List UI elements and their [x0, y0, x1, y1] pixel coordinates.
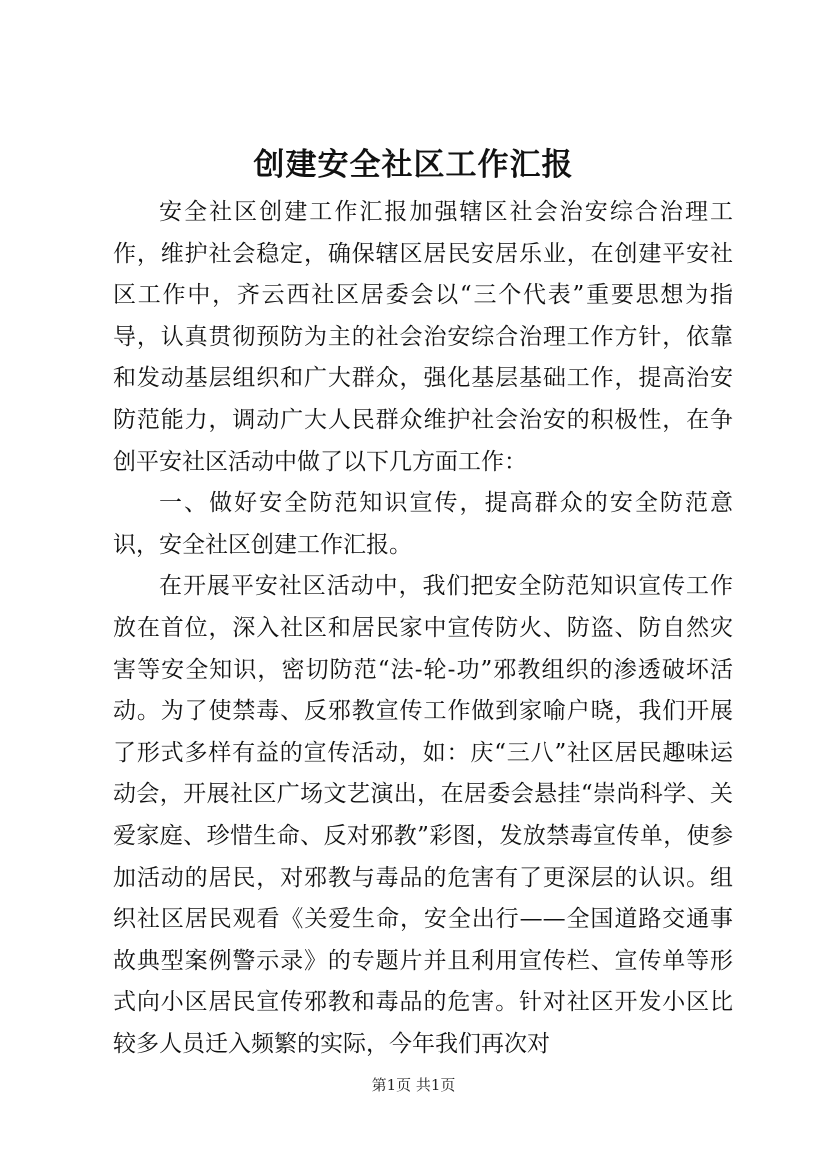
paragraph-intro: 安全社区创建工作汇报加强辖区社会治安综合治理工作，维护社会稳定，确保辖区居民安居乐业，在创建平安社区工作中，齐云西社区居委会以“三个代表”重要思想为指导，认真贯彻预防为主的社会治安综合治理工作方针，依靠和发动基层组织和广大群众，强化基层基础工作，提高治安防范能力，调动广大人民群众维护社会治安的积极性，在争创平安社区活动中做了以下几方面工作：: [113, 199, 733, 475]
document-body: [113, 192, 733, 1065]
paragraph-section-one-heading: 一、做好安全防范知识宣传，提高群众的安全防范意识，安全社区创建工作汇报。: [113, 490, 733, 558]
document-title: 创建安全社区工作汇报: [253, 147, 574, 183]
page-number-footer: 第1页 共1页: [371, 1076, 456, 1094]
paragraph-section-one-body: 在开展平安社区活动中，我们把安全防范知识宣传工作放在首位，深入社区和居民家中宣传防火、防盗、防自然灾害等安全知识，密切防范“法-轮-功”邪教组织的渗透破坏活动。为了使禁毒、反邪教宣传工作做到家喻户晓，我们开展了形式多样有益的宣传活动，如：庆“三八”社区居民趣味运动会，开展社区广场文艺演出，在居委会悬挂“崇尚科学、关爱家庭、珍惜生命、反对邪教”彩图，发放禁毒宣传单，使参加活动的居民，对邪教与毒品的危害有了更深层的认识。组织社区居民观看《关爱生命，安全出行——全国道路交通事故典型案例警示录》的专题片并且利用宣传栏、宣传单等形式向小区居民宣传邪教和毒品的危害。针对社区开发小区比较多人员迁入频繁的实际，今年我们再次对: [113, 573, 733, 1057]
